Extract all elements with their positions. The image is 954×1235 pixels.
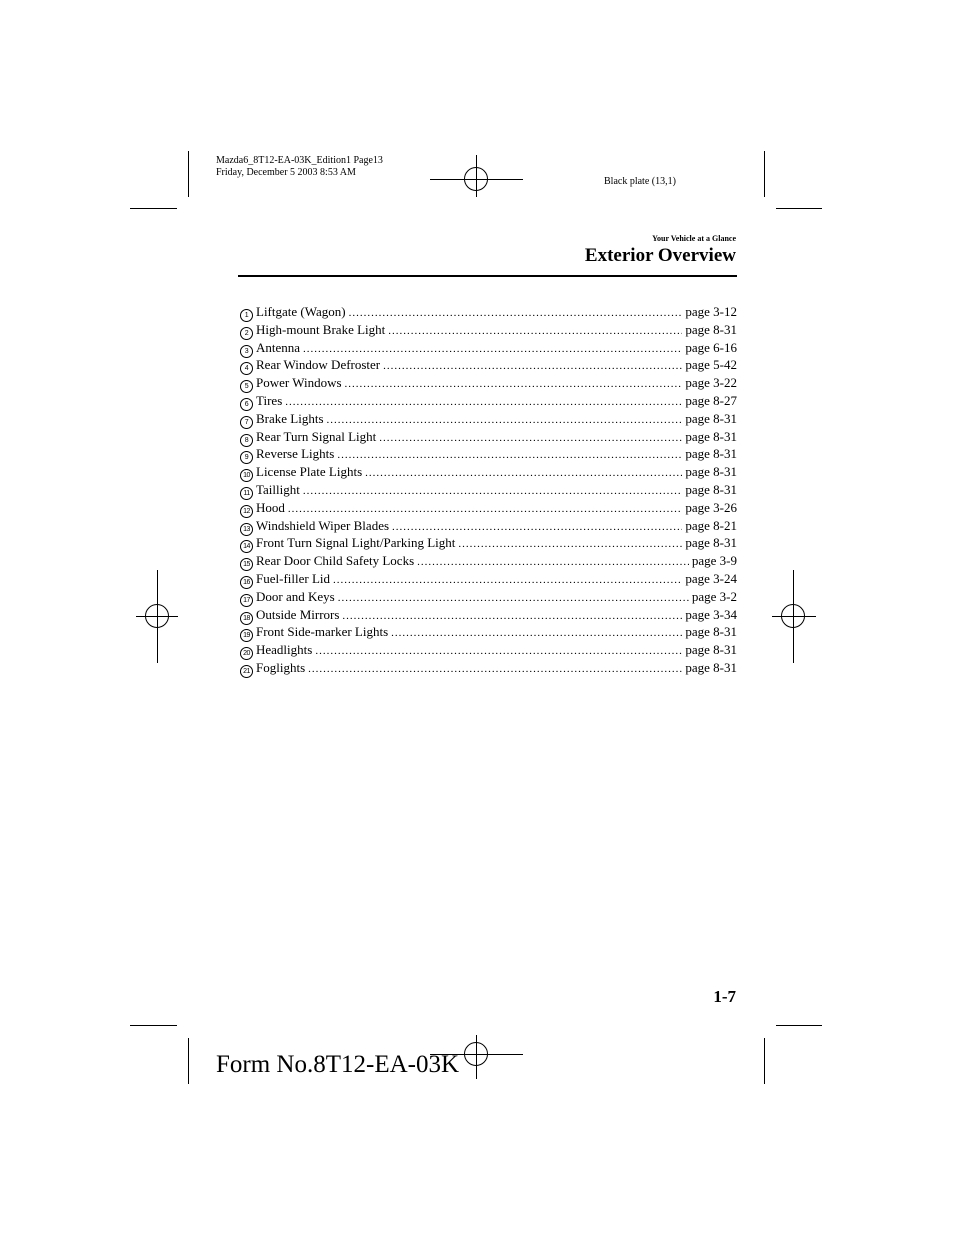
entry-page-ref: page 8-27 — [685, 392, 737, 408]
entry-page-ref: page 8-31 — [685, 659, 737, 675]
crop-mark — [776, 208, 822, 209]
entry-page-ref: page 8-31 — [685, 481, 737, 497]
entry-page-ref: page 3-24 — [685, 570, 737, 586]
entry-page-ref: page 3-26 — [685, 499, 737, 515]
print-job-name: Mazda6_8T12-EA-03K_Edition1 Page13 — [216, 155, 383, 166]
dot-leader — [458, 536, 682, 554]
index-entry — [240, 410, 737, 428]
index-entry — [240, 623, 737, 641]
entry-label: Windshield Wiper Blades — [256, 517, 390, 533]
dot-leader — [417, 554, 689, 572]
entry-page-ref: page 3-22 — [685, 375, 737, 391]
dot-leader — [338, 590, 689, 608]
index-entry — [240, 428, 737, 446]
registration-mark-icon — [145, 604, 169, 628]
plate-label: Black plate (13,1) — [604, 176, 676, 187]
entry-label: Rear Door Child Safety Locks — [256, 553, 415, 569]
crop-mark — [776, 1025, 822, 1026]
entry-page-ref: page 6-16 — [685, 339, 737, 355]
entry-page-ref: page 8-31 — [685, 410, 737, 426]
entry-label: Front Side-marker Lights — [256, 624, 389, 640]
dot-leader — [333, 572, 682, 590]
dot-leader — [337, 447, 682, 465]
index-entry — [240, 606, 737, 624]
crop-mark — [764, 151, 765, 197]
entry-label: Tires — [256, 392, 283, 408]
form-number: Form No.8T12-EA-03K — [216, 1051, 460, 1078]
section-heading: Your Vehicle at a Glance — [652, 234, 736, 243]
circled-number-icon: 4 — [240, 362, 253, 375]
page-number: 1-7 — [713, 987, 736, 1006]
circled-number-icon: 1 — [240, 309, 253, 322]
index-entry — [240, 321, 737, 339]
entry-page-ref: page 8-31 — [685, 446, 737, 462]
circled-number-icon: 19 — [240, 629, 253, 642]
dot-leader — [383, 358, 682, 376]
dot-leader — [285, 394, 682, 412]
dot-leader — [315, 643, 682, 661]
index-entry — [240, 499, 737, 517]
crop-mark — [188, 151, 189, 197]
crop-mark — [188, 1038, 189, 1084]
entry-label: Taillight — [256, 481, 300, 497]
dot-leader — [327, 412, 683, 430]
entry-label: Foglights — [256, 659, 306, 675]
dot-leader — [345, 376, 683, 394]
index-entry — [240, 659, 737, 677]
circled-number-icon: 7 — [240, 416, 253, 429]
circled-number-icon: 3 — [240, 345, 253, 358]
crop-mark — [130, 208, 177, 209]
index-entry — [240, 339, 737, 357]
entry-label: Power Windows — [256, 375, 342, 391]
circled-number-icon: 15 — [240, 558, 253, 571]
circled-number-icon: 17 — [240, 594, 253, 607]
circled-number-icon: 21 — [240, 665, 253, 678]
crop-mark — [130, 1025, 177, 1026]
dot-leader — [349, 305, 683, 323]
entry-label: Rear Window Defroster — [256, 357, 381, 373]
circled-number-icon: 14 — [240, 540, 253, 553]
entry-label: Fuel-filler Lid — [256, 570, 331, 586]
circled-number-icon: 12 — [240, 505, 253, 518]
title-rule — [238, 275, 737, 277]
registration-mark-icon — [781, 604, 805, 628]
circled-number-icon: 18 — [240, 612, 253, 625]
exterior-index-list — [240, 303, 737, 677]
index-entry — [240, 534, 737, 552]
index-entry — [240, 641, 737, 659]
index-entry — [240, 463, 737, 481]
index-entry — [240, 392, 737, 410]
index-entry — [240, 570, 737, 588]
entry-label: Brake Lights — [256, 410, 324, 426]
entry-label: Headlights — [256, 642, 313, 658]
dot-leader — [388, 323, 682, 341]
entry-page-ref: page 8-21 — [685, 517, 737, 533]
crop-mark — [764, 1038, 765, 1084]
print-info — [216, 155, 383, 179]
index-entry — [240, 374, 737, 392]
circled-number-icon: 2 — [240, 327, 253, 340]
entry-label: Reverse Lights — [256, 446, 335, 462]
page-title: Exterior Overview — [584, 245, 736, 266]
dot-leader — [303, 483, 683, 501]
entry-page-ref: page 3-9 — [691, 553, 737, 569]
entry-label: Door and Keys — [256, 588, 335, 604]
index-entry — [240, 552, 737, 570]
registration-mark-icon — [464, 167, 488, 191]
print-timestamp: Friday, December 5 2003 8:53 AM — [216, 167, 356, 178]
circled-number-icon: 13 — [240, 523, 253, 536]
index-entry — [240, 517, 737, 535]
entry-page-ref: page 8-31 — [685, 464, 737, 480]
entry-label: Antenna — [256, 339, 301, 355]
dot-leader — [391, 625, 682, 643]
index-entry — [240, 356, 737, 374]
circled-number-icon: 8 — [240, 434, 253, 447]
entry-label: License Plate Lights — [256, 464, 363, 480]
circled-number-icon: 5 — [240, 380, 253, 393]
index-entry — [240, 445, 737, 463]
entry-label: Hood — [256, 499, 285, 515]
circled-number-icon: 6 — [240, 398, 253, 411]
entry-page-ref: page 8-31 — [685, 642, 737, 658]
entry-label: High-mount Brake Light — [256, 321, 386, 337]
index-entry — [240, 481, 737, 499]
entry-page-ref: page 3-2 — [691, 588, 737, 604]
index-entry — [240, 303, 737, 321]
entry-label: Front Turn Signal Light/Parking Light — [256, 535, 456, 551]
circled-number-icon: 10 — [240, 469, 253, 482]
entry-page-ref: page 8-31 — [685, 428, 737, 444]
entry-label: Outside Mirrors — [256, 606, 340, 622]
circled-number-icon: 16 — [240, 576, 253, 589]
circled-number-icon: 11 — [240, 487, 253, 500]
entry-page-ref: page 3-12 — [685, 304, 737, 319]
entry-page-ref: page 8-31 — [685, 624, 737, 640]
entry-page-ref: page 5-42 — [685, 357, 737, 373]
circled-number-icon: 20 — [240, 647, 253, 660]
dot-leader — [342, 608, 682, 626]
entry-label: Rear Turn Signal Light — [256, 428, 377, 444]
entry-page-ref: page 8-31 — [685, 535, 737, 551]
entry-page-ref: page 8-31 — [685, 321, 737, 337]
circled-number-icon: 9 — [240, 451, 253, 464]
dot-leader — [379, 430, 682, 448]
index-entry — [240, 588, 737, 606]
dot-leader — [308, 661, 682, 679]
dot-leader — [365, 465, 682, 483]
entry-page-ref: page 3-34 — [685, 606, 737, 622]
registration-mark-icon — [464, 1042, 488, 1066]
entry-label: Liftgate (Wagon) — [256, 304, 346, 319]
